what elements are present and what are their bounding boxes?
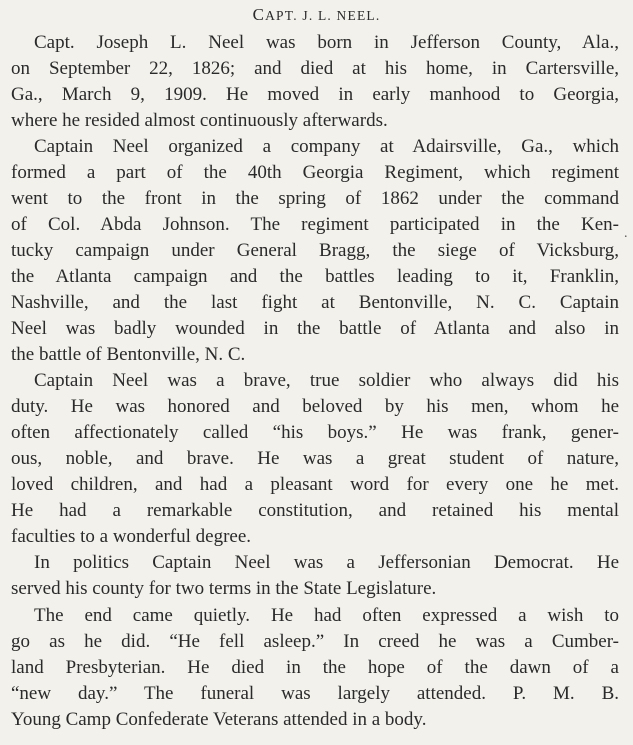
text-line: Capt. Joseph L. Neel was born in Jefferson County, Ala., <box>34 32 619 53</box>
text-line: The end came quietly. He had often expressed a wish to <box>34 605 619 626</box>
text-line: In politics Captain Neel was a Jeffersonian Democrat. He <box>34 552 619 573</box>
text-line: the Atlanta campaign and the battles leading to it, Franklin, <box>11 266 619 287</box>
text-line: where he resided almost continuously afterwards. <box>11 110 388 131</box>
text-line: often affectionately called “his boys.” He was frank, gener- <box>11 422 619 443</box>
text-line: ous, noble, and brave. He was a great student of nature, <box>11 448 619 469</box>
text-line: go as he did. “He fell asleep.” In creed he was a Cumber- <box>11 631 619 652</box>
title-smallcaps-2: EEL. <box>347 8 381 23</box>
text-line: Captain Neel organized a company at Adairsville, Ga., which <box>34 136 619 157</box>
text-line: Ga., March 9, 1909. He moved in early manhood to Georgia, <box>11 84 619 105</box>
text-line: land Presbyterian. He died in the hope of the dawn of a <box>11 657 619 678</box>
text-line: Captain Neel was a brave, true soldier who always did his <box>34 370 619 391</box>
text-line: on September 22, 1826; and died at his home, in Cartersville, <box>11 58 619 79</box>
text-line: faculties to a wonderful degree. <box>11 526 252 547</box>
title-smallcaps-1: APT. J. L. N <box>265 8 348 23</box>
text-line: of Col. Abda Johnson. The regiment participated in the Ken- <box>11 214 619 235</box>
text-line: tucky campaign under General Bragg, the siege of Vicksburg, <box>11 240 619 261</box>
text-line: went to the front in the spring of 1862 under the command <box>11 188 619 209</box>
margin-mark: . <box>624 226 628 241</box>
text-line: the battle of Bentonville, N. C. <box>11 344 246 365</box>
text-line: Young Camp Confederate Veterans attended in a body. <box>11 709 427 730</box>
text-line: Neel was badly wounded in the battle of Atlanta and also in <box>11 318 619 339</box>
text-line: loved children, and had a pleasant word for every one he met. <box>11 474 619 495</box>
text-line: Nashville, and the last fight at Bentonville, N. C. Captain <box>11 292 619 313</box>
text-line: “new day.” The funeral was largely attended. P. M. B. <box>11 683 619 704</box>
text-line: formed a part of the 40th Georgia Regiment, which regiment <box>11 162 619 183</box>
text-line: served his county for two terms in the State Legislature. <box>11 578 437 599</box>
page-title <box>0 5 633 25</box>
text-line: He had a remarkable constitution, and retained his mental <box>11 500 619 521</box>
title-cap-c: C <box>252 5 266 24</box>
text-line: duty. He was honored and beloved by his men, whom he <box>11 396 619 417</box>
